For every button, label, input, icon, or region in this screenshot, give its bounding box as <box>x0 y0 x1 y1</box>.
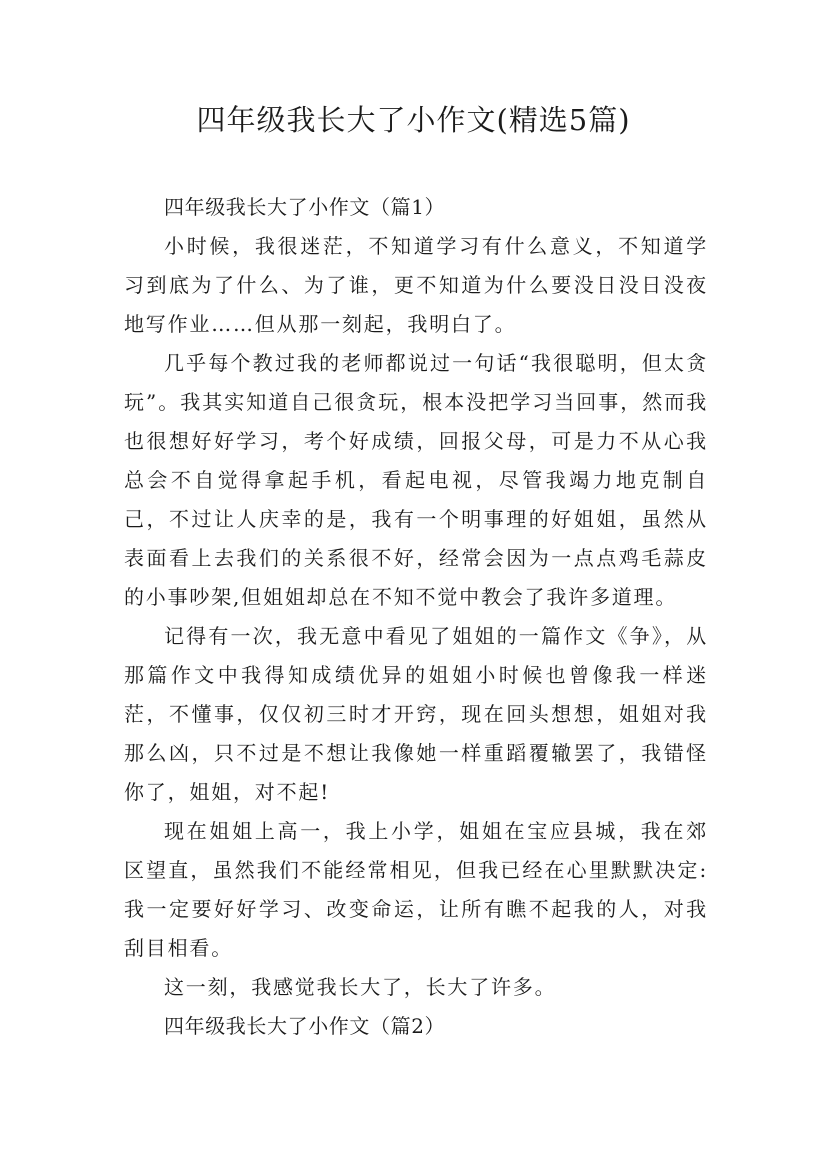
paragraph-5: 这一刻，我感觉我长大了，长大了许多。 <box>164 975 557 999</box>
section-heading-1: 四年级我长大了小作文（篇1） <box>164 195 446 219</box>
section-heading-2: 四年级我长大了小作文（篇2） <box>164 1014 446 1038</box>
paragraph-2: 几乎每个教过我的老师都说过一句话“我很聪明，但太贪玩”。我其实知道自己很贪玩，根本没把学习当回事，然而我也很想好好学习，考个好成绩，回报父母，可是力不从心我总会不自觉得拿起手机，看起电视，尽管我竭力地克制自己，不过让人庆幸的是，我有一个明事理的好姐姐，虽然从表面看上去我们的关系很不好，经常会因为一点点鸡毛蒜皮的小事吵架,但姐姐却总在不知不觉中教会了我许多道理。 <box>124 351 708 609</box>
document-body <box>124 188 708 1046</box>
document-title: 四年级我长大了小作文(精选5篇) <box>196 103 631 137</box>
paragraph-3: 记得有一次，我无意中看见了姐姐的一篇作文《争》，从那篇作文中我得知成绩优异的姐姐小时候也曾像我一样迷茫，不懂事，仅仅初三时才开窍，现在回头想想，姐姐对我那么凶，只不过是不想让我像她一样重蹈覆辙罢了，我错怪你了，姐姐，对不起! <box>124 624 708 804</box>
paragraph-1: 小时候，我很迷茫，不知道学习有什么意义，不知道学习到底为了什么、为了谁，更不知道为什么要没日没日没夜地写作业……但从那一刻起，我明白了。 <box>124 234 708 336</box>
paragraph-4: 现在姐姐上高一，我上小学，姐姐在宝应县城，我在郊区望直，虽然我们不能经常相见，但我已经在心里默默决定:我一定要好好学习、改变命运，让所有瞧不起我的人，对我刮目相看。 <box>124 819 708 960</box>
